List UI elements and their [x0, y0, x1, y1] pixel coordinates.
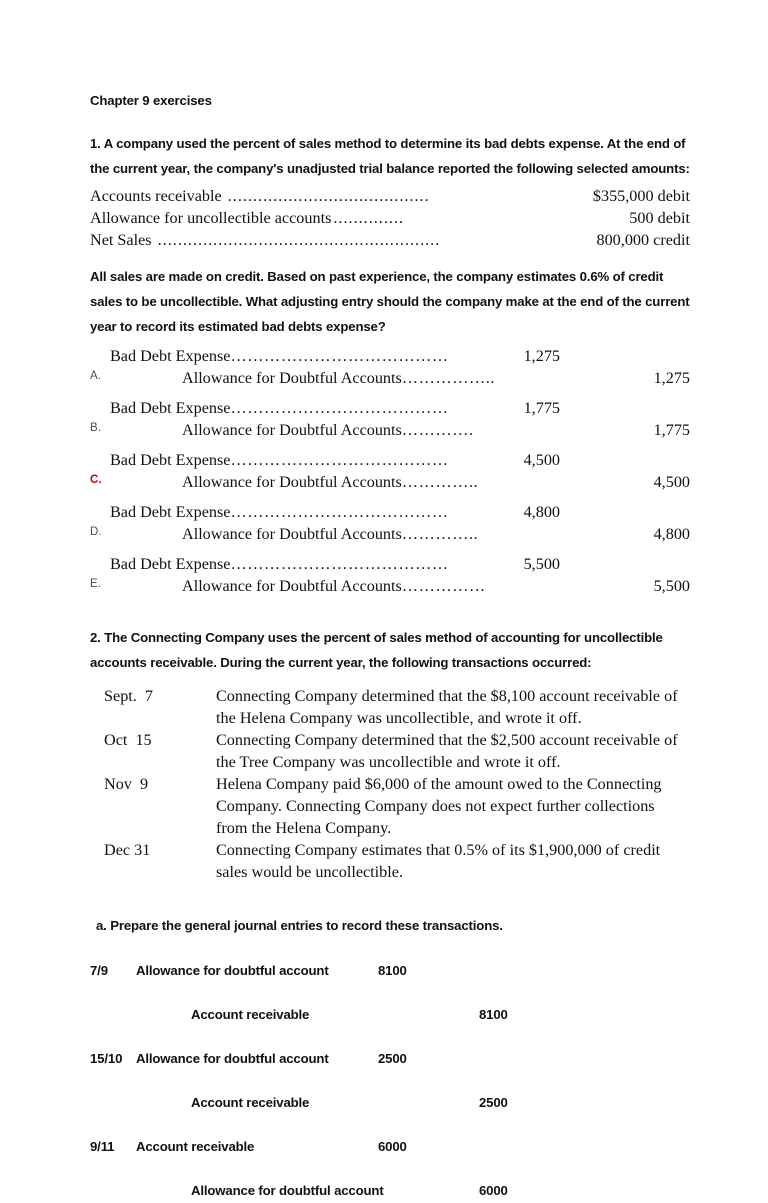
question-1-choices	[90, 345, 690, 597]
choice-credit-line	[110, 367, 690, 389]
spacer	[90, 938, 690, 958]
transaction-row	[90, 839, 690, 883]
trial-balance-label: Allowance for uncollectible accounts	[90, 209, 332, 227]
journal-entry-account: Account receivable	[191, 1095, 310, 1110]
debit-amount: 4,800	[523, 503, 560, 521]
credit-amount: 1,275	[653, 369, 690, 387]
credit-amount: 5,500	[653, 577, 690, 595]
journal-entry-account: Allowance for doubtful account	[191, 1183, 384, 1198]
spacer	[90, 251, 690, 264]
dot-leader: …………………………………	[230, 503, 449, 521]
journal-entry-debit: 6000	[378, 1139, 407, 1154]
credit-amount: 1,775	[653, 421, 690, 439]
credit-account: Allowance for Doubtful Accounts	[182, 473, 402, 491]
debit-account: Bad Debt Expense	[110, 347, 231, 365]
credit-amount: 4,500	[653, 473, 690, 491]
answer-choice-d[interactable]	[90, 501, 690, 545]
dot-leader: ………….	[401, 421, 474, 439]
journal-entry-row	[90, 1134, 690, 1159]
choice-letter: D.	[90, 526, 102, 538]
debit-amount: 1,275	[523, 347, 560, 365]
trial-balance-amount: 500 debit	[629, 209, 690, 227]
transaction-date: Oct 15	[104, 731, 152, 749]
trial-balance-row	[90, 185, 690, 207]
question-2-prompt: 2. The Connecting Company uses the percent of sales method of accounting for uncollectible accounts receivable. During the current year, the following transactions occurred:	[90, 630, 663, 670]
answer-choice-e[interactable]	[90, 553, 690, 597]
requirement-a-text: a. Prepare the general journal entries to record these transactions.	[96, 918, 503, 933]
journal-entry-row	[90, 1002, 690, 1027]
trial-balance-label: Net Sales	[90, 231, 156, 249]
trial-balance-list	[90, 185, 690, 251]
journal-entry-row	[90, 1046, 690, 1071]
dot-leader: …………………………………	[230, 347, 449, 365]
dot-leader: ........................................	[227, 187, 430, 205]
trial-balance-label: Accounts receivable	[90, 187, 226, 205]
transaction-description: Connecting Company estimates that 0.5% of its $1,900,000 of credit sales would be uncollectible.	[216, 841, 661, 881]
choice-letter: B.	[90, 422, 102, 434]
trial-balance-row	[90, 207, 690, 229]
choice-letter: A.	[90, 370, 102, 382]
debit-account: Bad Debt Expense	[110, 451, 231, 469]
answer-choice-a[interactable]	[90, 345, 690, 389]
debit-amount: 4,500	[523, 451, 560, 469]
journal-entry-date: 15/10	[90, 1051, 123, 1066]
journal-entry-credit: 6000	[479, 1183, 508, 1198]
answer-choice-c[interactable]	[90, 449, 690, 493]
credit-account: Allowance for Doubtful Accounts	[182, 577, 402, 595]
journal-entry-account: Allowance for doubtful account	[136, 1051, 329, 1066]
choice-debit-line	[110, 397, 690, 419]
choice-letter: E.	[90, 578, 102, 590]
choice-credit-line	[110, 419, 690, 441]
journal-entry-debit: 2500	[378, 1051, 407, 1066]
transaction-description: Connecting Company determined that the $8,100 account receivable of the Helena Company was uncollectible, and wrote it off.	[216, 687, 678, 727]
debit-account: Bad Debt Expense	[110, 555, 231, 573]
dot-leader: ........................................................	[157, 231, 441, 249]
transaction-description: Connecting Company determined that the $2,500 account receivable of the Tree Company was uncollectible and wrote it off.	[216, 731, 678, 771]
trial-balance-amount: 800,000 credit	[596, 231, 690, 249]
question-1-prompt-part-1: 1. A company used the percent of sales method to determine its bad debts expense. At the end of the current year, the company's unadjusted trial balance reported the following selected amounts:	[90, 136, 690, 176]
dot-leader: ……………..	[401, 369, 496, 387]
choice-debit-line	[110, 501, 690, 523]
dot-leader: …………..	[401, 525, 479, 543]
choice-credit-line	[110, 523, 690, 545]
transaction-row	[90, 685, 690, 729]
transaction-row	[90, 773, 690, 839]
debit-amount: 5,500	[523, 555, 560, 573]
answer-choice-b[interactable]	[90, 397, 690, 441]
debit-amount: 1,775	[523, 399, 560, 417]
transaction-date: Dec 31	[104, 841, 151, 859]
choice-credit-line	[110, 575, 690, 597]
choice-letter: C.	[90, 474, 102, 486]
credit-account: Allowance for Doubtful Accounts	[182, 369, 402, 387]
dot-leader: ……………	[401, 577, 486, 595]
journal-entry-account: Allowance for doubtful account	[136, 963, 329, 978]
journal-entry-date: 9/11	[90, 1139, 115, 1154]
transaction-date: Sept. 7	[104, 687, 154, 705]
credit-account: Allowance for Doubtful Accounts	[182, 421, 402, 439]
transaction-date: Nov 9	[104, 775, 149, 793]
credit-amount: 4,800	[653, 525, 690, 543]
spacer	[90, 605, 690, 625]
choice-debit-line	[110, 553, 690, 575]
choice-credit-line	[110, 471, 690, 493]
choice-debit-line	[110, 449, 690, 471]
dot-leader: …………………………………	[230, 451, 449, 469]
choice-debit-line	[110, 345, 690, 367]
journal-entry-row	[90, 958, 690, 983]
transactions-table	[90, 685, 690, 883]
journal-entry-account: Account receivable	[191, 1007, 310, 1022]
page-title: Chapter 9 exercises	[90, 93, 212, 108]
journal-entry-date: 7/9	[90, 963, 108, 978]
debit-account: Bad Debt Expense	[110, 503, 231, 521]
journal-entry-debit: 8100	[378, 963, 407, 978]
journal-entry-credit: 8100	[479, 1007, 508, 1022]
dot-leader: ..............	[333, 209, 405, 227]
transaction-row	[90, 729, 690, 773]
trial-balance-amount: $355,000 debit	[592, 187, 690, 205]
dot-leader: …………………………………	[230, 399, 449, 417]
trial-balance-row	[90, 229, 690, 251]
dot-leader: …………………………………	[230, 555, 449, 573]
transaction-description: Helena Company paid $6,000 of the amount owed to the Connecting Company. Connecting Company does not expect further collections from the Helena Company.	[216, 775, 662, 837]
question-1-prompt-part-2: All sales are made on credit. Based on past experience, the company estimates 0.6% of credit sales to be uncollectible. What adjusting entry should the company make at the end of the current year to record its estimated bad debts expense?	[90, 269, 690, 334]
journal-entry-account: Account receivable	[136, 1139, 255, 1154]
journal-entry-row	[90, 1178, 690, 1203]
journal-entries-list	[90, 958, 690, 1203]
credit-account: Allowance for Doubtful Accounts	[182, 525, 402, 543]
journal-entry-row	[90, 1090, 690, 1115]
journal-entry-credit: 2500	[479, 1095, 508, 1110]
spacer	[90, 883, 690, 913]
debit-account: Bad Debt Expense	[110, 399, 231, 417]
dot-leader: …………..	[401, 473, 479, 491]
